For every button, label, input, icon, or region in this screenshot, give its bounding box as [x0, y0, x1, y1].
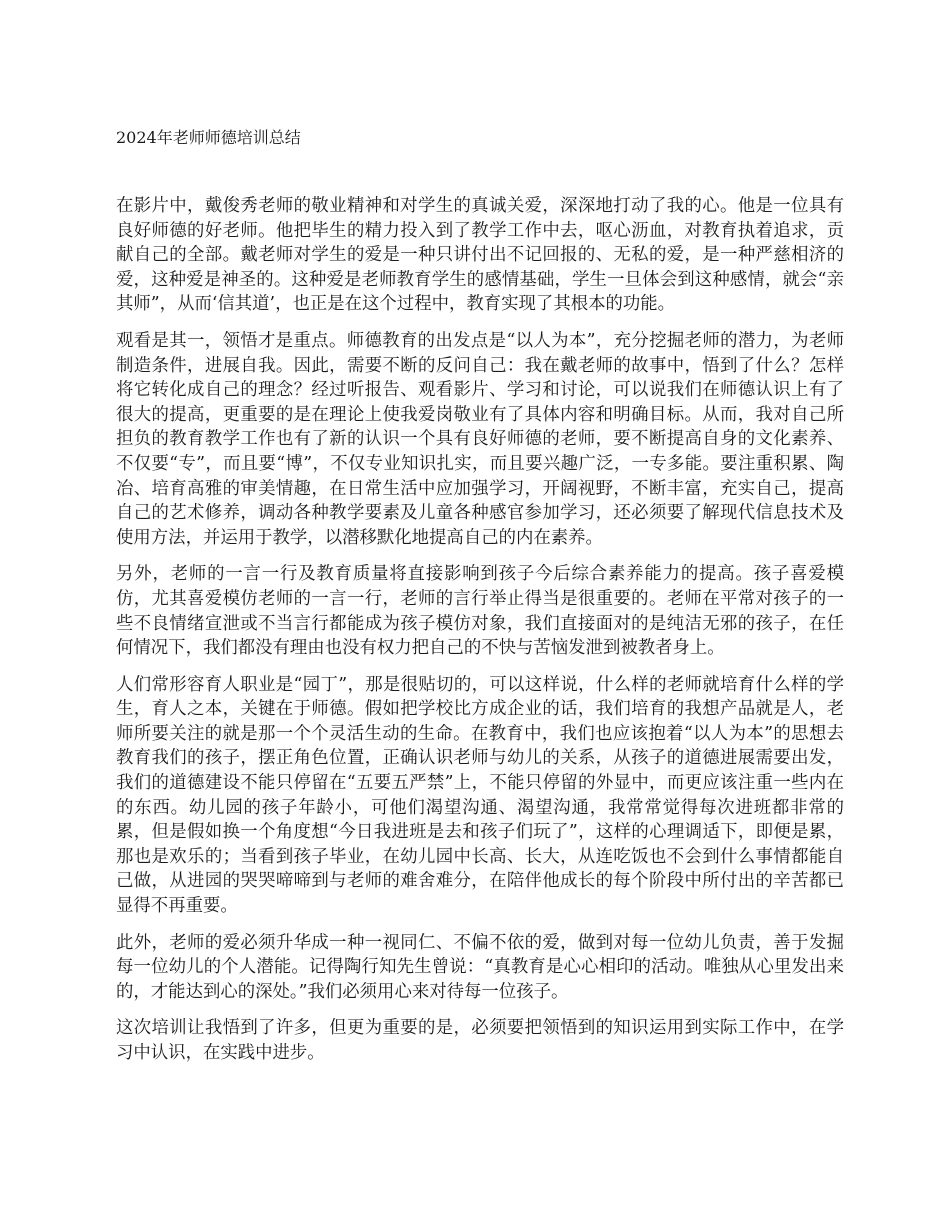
document-title: 2024年老师师德培训总结 [116, 128, 301, 147]
paragraph-3: 另外，老师的一言一行及教育质量将直接影响到孩子今后综合素养能力的提高。孩子喜爱模仿，尤其喜爱模仿老师的一言一行，老师的言行举止得当是很重要的。老师在平常对孩子的一些不良情绪宣泄或不当言行都能成为孩子模仿对象，我们直接面对的是纯洁无邪的孩子，在任何情况下，我们都没有理由也没有权力把自己的不快与苦恼发泄到被教者身上。 [116, 564, 844, 659]
paragraph-2: 观看是其一，领悟才是重点。师德教育的出发点是“以人为本”，充分挖掘老师的潜力，为老师制造条件，进展自我。因此，需要不断的反问自己：我在戴老师的故事中，悟到了什么？怎样将它转化成自己的理念？经过听报告、观看影片、学习和讨论，可以说我们在师德认识上有了很大的提高，更重要的是在理论上使我爱岗敬业有了具体内容和明确目标。从而，我对自己所担负的教育教学工作也有了新的认识一个具有良好师德的老师，要不断提高自身的文化素养、不仅要“专”，而且要“博”，不仅专业知识扎实，而且要兴趣广泛，一专多能。要注重积累、陶冶、培育高雅的审美情趣，在日常生活中应加强学习，开阔视野，不断丰富，充实自己，提高自己的艺术修养，调动各种教学要素及儿童各种感官参加学习，还必须要了解现代信息技术及使用方法，并运用于教学，以潜移默化地提高自己的内在素养。 [116, 330, 844, 548]
paragraph-4: 人们常形容育人职业是“园丁”，那是很贴切的，可以这样说，什么样的老师就培育什么样的学生，育人之本，关键在于师德。假如把学校比方成企业的话，我们培育的我想产品就是人，老师所要关注的就是那一个个灵活生动的生命。在教育中，我们也应该抱着“以人为本”的思想去教育我们的孩子，摆正角色位置，正确认识老师与幼儿的关系，从孩子的道德进展需要出发，我们的道德建设不能只停留在“五要五严禁”上，不能只停留的外显中，而更应该注重一些内在的东西。幼儿园的孩子年龄小，可他们渴望沟通、渴望沟通，我常常觉得每次进班都非常的累，但是假如换一个角度想“今日我进班是去和孩子们玩了”，这样的心理调适下，即便是累，那也是欢乐的；当看到孩子毕业，在幼儿园中长高、长大，从连吃饭也不会到什么事情都能自己做，从进园的哭哭啼啼到与老师的难舍难分，在陪伴他成长的每个阶段中所付出的辛苦都已显得不再重要。 [116, 674, 844, 917]
document-body [116, 194, 844, 1078]
paragraph-6: 这次培训让我悟到了许多，但更为重要的是，必须要把领悟到的知识运用到实际工作中，在学习中认识，在实践中进步。 [116, 1018, 844, 1063]
paragraph-5: 此外，老师的爱必须升华成一种一视同仁、不偏不依的爱，做到对每一位幼儿负责，善于发掘每一位幼儿的个人潜能。记得陶行知先生曾说：“真教育是心心相印的活动。唯独从心里发出来的，才能达到心的深处。”我们必须用心来对待每一位孩子。 [116, 932, 844, 1002]
paragraph-1: 在影片中，戴俊秀老师的敬业精神和对学生的真诚关爱，深深地打动了我的心。他是一位具有良好师德的好老师。他把毕生的精力投入到了教学工作中去，呕心沥血，对教育执着追求，贡献自己的全部。戴老师对学生的爱是一种只讲付出不记回报的、无私的爱，是一种严慈相济的爱，这种爱是神圣的。这种爱是老师教育学生的感情基础，学生一旦体会到这种感情，就会“亲其师”，从而‘信其道’，也正是在这个过程中，教育实现了其根本的功能。 [116, 196, 844, 315]
